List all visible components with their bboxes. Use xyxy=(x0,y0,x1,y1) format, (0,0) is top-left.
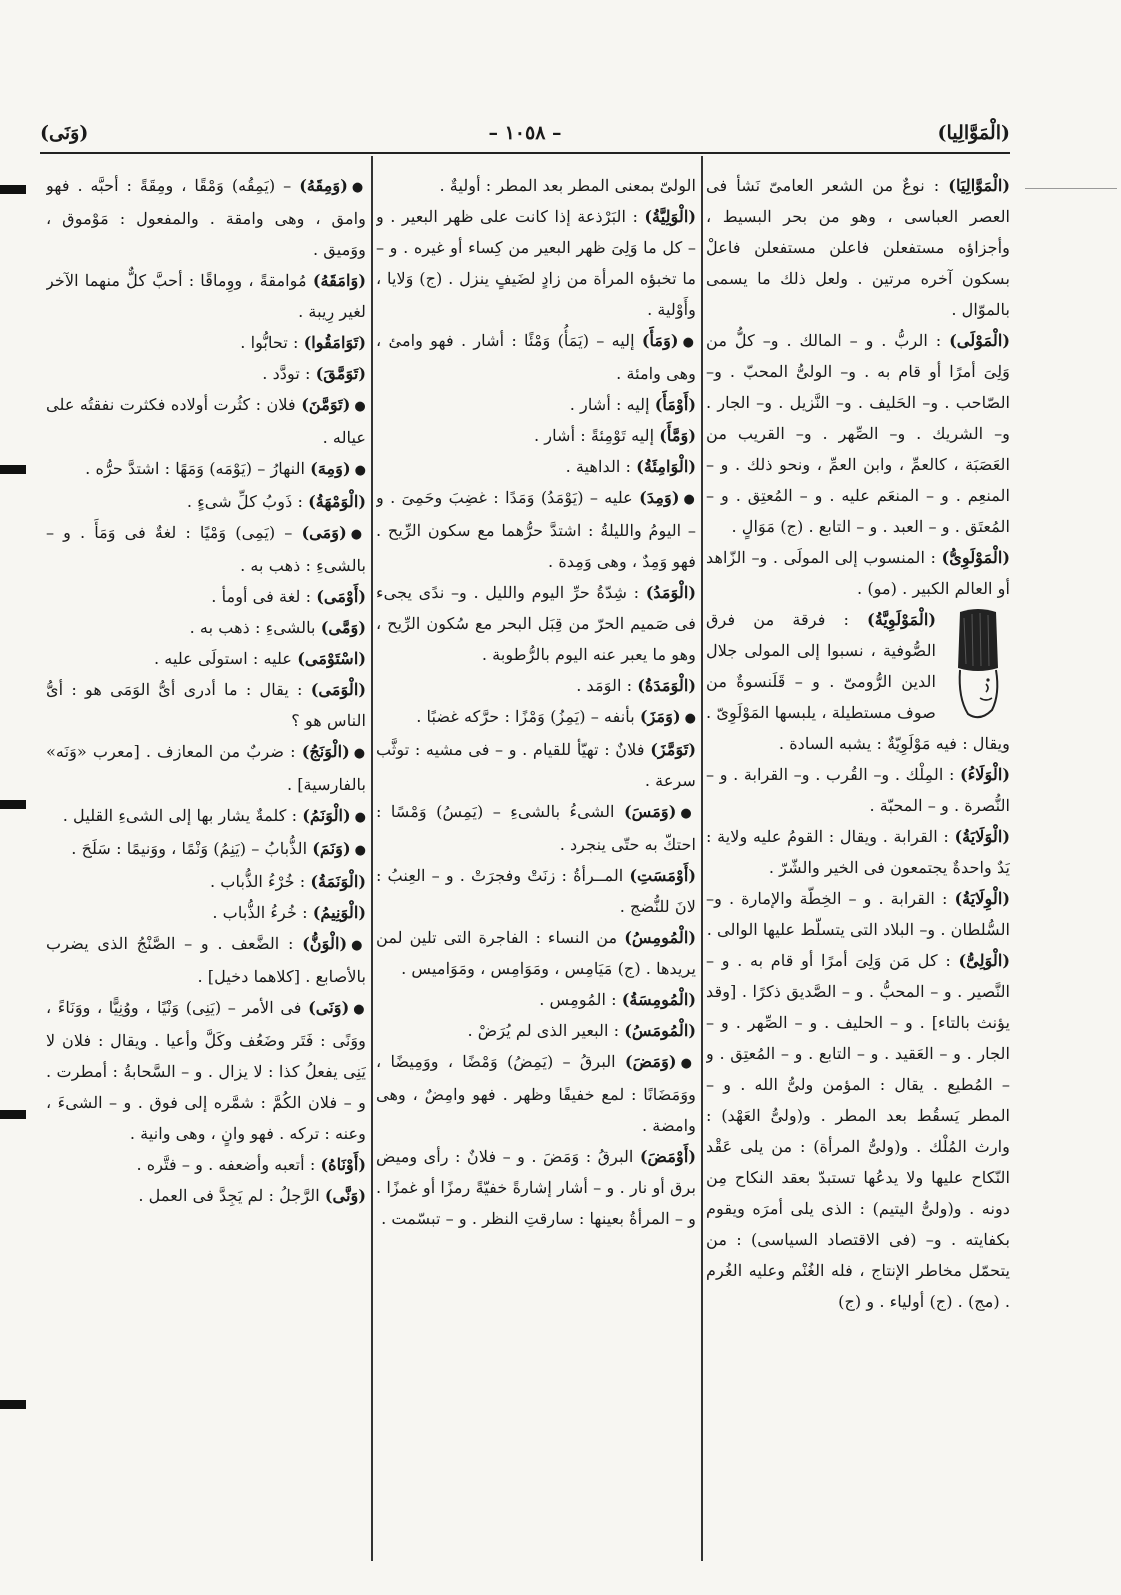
dictionary-entry xyxy=(706,883,1010,945)
entry-definition: : القرابة . ويقال : القومُ عليه ولاية : يَدٌ واحدةٌ يجتمعون فى الخير والشّرّ . xyxy=(706,827,1010,877)
entry-headword: (الْوَلِيَّةُ) xyxy=(644,207,696,226)
entry-bullet: ● xyxy=(351,180,366,195)
entry-bullet: ● xyxy=(684,711,696,726)
entry-definition: من النساء : الفاجرة التى تلين لمن يريدها . (ج) مَيَامِس ، ومَوَامِس ، ومَوَاميس . xyxy=(376,928,696,978)
dictionary-entry xyxy=(376,670,696,701)
dictionary-entry xyxy=(46,358,366,389)
dictionary-entry xyxy=(46,897,366,928)
entry-headword: (الْوَمَدَةُ) xyxy=(637,676,696,695)
entry-definition: : ذَوبُ كلِّ شىءٍ . xyxy=(186,492,303,511)
entry-definition: – (يَمِى) وَمْيًا : لغةٌ فى وَمَأَ . و – بالشىءِ : ذهب به . xyxy=(46,523,366,575)
dictionary-entry xyxy=(46,265,366,327)
entry-headword: (الْوَلَاءُ) xyxy=(960,765,1010,784)
margin-mark xyxy=(0,185,26,194)
entry-bullet: ● xyxy=(683,492,696,507)
dictionary-entry xyxy=(376,984,696,1015)
entry-headword: (أَوْمَى) xyxy=(316,587,366,606)
entry-bullet: ● xyxy=(353,1002,366,1017)
entry-headword: (وَنَّى) xyxy=(324,1186,366,1205)
dictionary-entry xyxy=(46,327,366,358)
dictionary-entry xyxy=(706,542,1010,604)
entry-definition: الولىّ بمعنى المطر بعد المطر : أوليةٌ . xyxy=(439,176,696,195)
header-rule xyxy=(40,152,1010,154)
dictionary-entry xyxy=(46,389,366,453)
dictionary-entry xyxy=(706,325,1010,542)
entry-definition: : المِلْك . و– القُرب . و– القرابة . و – النُّصرة . و – المحبّة . xyxy=(706,765,1010,815)
entry-headword: (الْوَنِيمُ) xyxy=(312,903,366,922)
dictionary-entry xyxy=(376,482,696,577)
dictionary-entry xyxy=(376,170,696,201)
entry-headword: (الْوَلَايَةُ) xyxy=(954,827,1010,846)
entry-bullet: ● xyxy=(353,746,366,761)
dictionary-entry xyxy=(376,860,696,922)
entry-definition: : القرابة . و – الخِطّة والإمارة . و– السُّلطان . و– البلاد التى يتسلّط عليها الوالى . xyxy=(706,889,1010,939)
entry-definition: الرَّجلُ : لم يَجِدَّ فى العمل . xyxy=(138,1186,320,1205)
column-middle xyxy=(376,170,696,1565)
mevlevi-hat-illustration xyxy=(946,606,1010,724)
entry-headword: (الْوَنُّ) xyxy=(302,934,348,953)
entry-headword: (تَوَمَّنَ) xyxy=(301,395,351,414)
dictionary-entry xyxy=(376,922,696,984)
entry-headword: (الْوَمْهَةُ) xyxy=(308,492,366,511)
dictionary-entry xyxy=(376,701,696,734)
entry-headword: (الْوَمَدُ) xyxy=(645,583,696,602)
entry-headword: (الْوَنَجُ) xyxy=(301,742,350,761)
header-right-keyword: (الْمَوَّالِيا) xyxy=(937,122,1010,144)
entry-headword: (وَمَضَ) xyxy=(624,1052,677,1071)
entry-definition: : فرقة من فرق الصُّوفية ، نسبوا إلى المولى جلال الدين الرُّومىّ . و – قَلَنسوةٌ من صوف مستطيلة ، يلبسها المَوْلَوِىّ . ويقال : فيه مَوْلَوِيّةٌ : يشبه السادة . xyxy=(706,610,1010,753)
entry-definition: الذُّبابُ – (يَنِمُ) وَنْمًا ، ووَنيمًا : سَلَحَ . xyxy=(71,839,308,858)
entry-headword: (وَمَّى) xyxy=(320,618,366,637)
entry-definition: : خُرءُ الذُّباب . xyxy=(212,903,308,922)
entry-headword: (الْمُومِسُ) xyxy=(624,928,696,947)
entry-bullet: ● xyxy=(351,938,366,953)
margin-mark xyxy=(0,465,26,474)
dictionary-entry xyxy=(706,945,1010,1317)
entry-definition: : الضَّعف . و – الصَّنْجُ الذى يضرب بالأصابع . [كلاهما دخيل] . xyxy=(46,934,366,986)
entry-bullet: ● xyxy=(682,335,696,350)
entry-headword: (الْوَامِئَةُ) xyxy=(636,457,696,476)
entry-bullet: ● xyxy=(354,399,366,414)
entry-headword: (الْمَوْلَوِيَّةُ) xyxy=(867,610,936,629)
dictionary-entry xyxy=(376,451,696,482)
page-header xyxy=(40,112,1010,152)
entry-definition: : خُرْءُ الذُّباب . xyxy=(209,872,306,891)
dictionary-entry xyxy=(46,736,366,800)
entry-headword: (الْوَلِىُّ) xyxy=(958,951,1010,970)
entry-headword: (وَمِهَ) xyxy=(310,459,351,478)
entry-definition: الشىءُ بالشىءِ – (يَمِسُ) وَمْسًا : احتكّ به حتّى ينجرد . xyxy=(376,802,696,854)
dictionary-entry xyxy=(46,643,366,674)
entry-headword: (الْمَوْلَوِىُّ) xyxy=(941,548,1010,567)
entry-definition: النهارُ – (يَوْمَه) وَمَهًا : اشتدَّ حرُّه . xyxy=(85,459,305,478)
entry-bullet: ● xyxy=(354,843,366,858)
entry-headword: (الْمَوَّالِيَا) xyxy=(948,176,1010,195)
entry-headword: (وَمَزَ) xyxy=(639,707,681,726)
dictionary-entry xyxy=(46,1180,366,1211)
entry-definition: : ضربٌ من المعازف . [معرب «وَنَه» بالفارسية] . xyxy=(46,742,366,794)
dictionary-entry xyxy=(376,796,696,860)
entry-definition: إليه – (يَمَأُ) وَمْئًا : أشار . فهو وامئ ، وهى وامئة . xyxy=(376,331,696,383)
entry-headword: (الْوَنَمَةُ) xyxy=(310,872,366,891)
entry-headword: (تَوَمَّقَ) xyxy=(315,364,366,383)
entry-headword: (وَمَأَ) xyxy=(641,331,679,350)
column-right xyxy=(706,170,1010,1565)
column-divider-left xyxy=(371,156,373,1561)
entry-headword: (أَوْنَاهُ) xyxy=(320,1155,366,1174)
entry-headword: (وَمِدَ) xyxy=(639,488,680,507)
entry-headword: (وَمَّأَ) xyxy=(659,426,696,445)
entry-definition: : لغة فى أومأ . xyxy=(211,587,312,606)
entry-headword: (اسْتَوْمَى) xyxy=(297,649,366,668)
entry-headword: (تَوَمَّزَ) xyxy=(650,740,696,759)
dictionary-entry xyxy=(46,170,366,265)
header-left-keyword: (وَنَى) xyxy=(40,122,89,144)
dictionary-entry xyxy=(46,866,366,897)
entry-definition: : البعير الذى لم يُرَضْ . xyxy=(467,1021,620,1040)
entry-definition: : المنسوب إلى المولَى . و– الزّاهد أو العالم الكبير . (مو) . xyxy=(706,548,1010,598)
dictionary-entry xyxy=(46,800,366,833)
dictionary-entry xyxy=(706,604,1010,759)
entry-definition: مُوامقةً ، ووِماقًا : أحبَّ كلٌّ منهما الآخر لغير رِيبة . xyxy=(46,271,366,321)
entry-headword: (الْمَوْلَى) xyxy=(949,331,1010,350)
entry-definition: : الربُّ . و – المالك . و– كلُّ من وَلِىَ أمرًا أو قام به . و– الولىُّ المحبّ . و– الصّاحب . و– الحَليف . و– النَّزيل . و– الجار . و– الشريك . و– الصِّهر . و– القريب من العَصَبَة ، كالعمِّ ، وابن العمِّ ، ونحو ذلك . و – المنعِم . و – المنعَم عليه . و – المُعتِق . و – المُعتَق . و – العبد . و – التابع . (ج) مَوَالٍ . xyxy=(706,331,1010,536)
dictionary-entry xyxy=(706,170,1010,325)
entry-bullet: ● xyxy=(354,810,366,825)
entry-headword: (وَنَمَ) xyxy=(312,839,351,858)
entry-definition: إليه : أشار . xyxy=(569,395,650,414)
column-divider-right xyxy=(701,156,703,1561)
entry-definition: : نوعٌ من الشعر العامىّ نَشأ فى العصر العباسى ، وهو من بحر البسيط ، وأجزاؤه مستفعلن فاعلن مستفعلن فاعلْ بسكون آخره مرتين . ولعل ذلك ما يسمى بالموّال . xyxy=(706,176,1010,319)
margin-mark xyxy=(0,1110,26,1119)
margin-mark xyxy=(0,1400,26,1409)
entry-definition: : المُومِس . xyxy=(539,990,617,1009)
entry-headword: (الْوَنَمُ) xyxy=(302,806,351,825)
entry-bullet: ● xyxy=(354,463,366,478)
entry-bullet: ● xyxy=(680,1056,696,1071)
entry-headword: (وَامَقَهُ) xyxy=(312,271,366,290)
dictionary-entry xyxy=(46,928,366,992)
entry-headword: (وَمِقَهُ) xyxy=(299,176,348,195)
entry-definition: المــرأةُ : زنَتْ وفجرَتْ . و – العِنبُ : لانَ للنُّضج . xyxy=(376,866,696,916)
entry-bullet: ● xyxy=(350,527,366,542)
entry-definition: فلان : كثُرت أولاده فكثرت نفقتُه على عياله . xyxy=(46,395,366,447)
dictionary-entry xyxy=(376,734,696,796)
dictionary-entry xyxy=(46,486,366,517)
dictionary-entry xyxy=(376,325,696,389)
entry-definition: عليه – (يَوْمَدُ) وَمَدًا : غضِبَ وحَمِىَ . و – اليومُ والليلةُ : اشتدَّ حرُّهما مع سكون الرِّيح . فهو وَمِدٌ ، وهى وَمِدة . xyxy=(376,488,696,571)
page-number: – ١٠٥٨ – xyxy=(488,122,562,144)
dictionary-entry xyxy=(376,577,696,670)
entry-definition: بالشىءِ : ذهب به . xyxy=(189,618,316,637)
column-left xyxy=(46,170,366,1565)
entry-definition: إليه تَوْمِئةً : أشار . xyxy=(534,426,655,445)
entry-definition: بأنفه – (يَمِزُ) وَمْزًا : حرَّكه غضبًا . xyxy=(416,707,635,726)
dictionary-entry xyxy=(376,1046,696,1141)
entry-definition: عليه : استولَى عليه . xyxy=(153,649,293,668)
dictionary-entry xyxy=(46,992,366,1149)
dictionary-entry xyxy=(46,581,366,612)
dictionary-entry xyxy=(46,674,366,736)
entry-definition: : أتعبه وأضعفه . و – فتَّره . xyxy=(136,1155,316,1174)
entry-definition: البرقُ : وَمَضَ . و – فلانٌ : رأى وميض برق أو نار . و – أشار إشارةً خفيّةً رمزًا أو غمزًا . و – المرأةُ بعينها : سارقتِ النظر . و – تبسّمت . xyxy=(376,1147,696,1228)
entry-definition: : تودَّد . xyxy=(262,364,311,383)
entry-headword: (أَوْمَسَتِ) xyxy=(629,866,696,885)
dictionary-entry xyxy=(376,420,696,451)
entry-definition: – (يَمِقُه) وَمْقًا ، ومِقَةً : أحبَّه . فهو وامق ، وهى وامقة . والمفعول : مَوْموق ، ووَميق . xyxy=(46,176,366,259)
entry-definition: : الوَمَد . xyxy=(576,676,633,695)
dictionary-entry xyxy=(376,201,696,325)
dictionary-entry xyxy=(46,453,366,486)
dictionary-entry xyxy=(706,821,1010,883)
entry-definition: فى الأمر – (يَنِى) وَنْيًا ، ووُنِيًّا ، ووَنَاءً ، ووَنًى : فَتَر وضَعُف وكَلَّ وأعيا . ويقال : فلان لا يَنِى يفعلُ كذا : لا يزال . و – السَّحابةُ : أمطرت . و – فلان الكُمَّ : شمَّره إلى فوق . و – الشىءَ ، وعنه : تركه . فهو وانٍ ، وهى وانية . xyxy=(46,998,366,1143)
entry-headword: (أَوْمَضَ) xyxy=(639,1147,696,1166)
dictionary-entry xyxy=(46,833,366,866)
entry-headword: (الْوَمَى) xyxy=(310,680,366,699)
entry-headword: (الْمُومِسَةُ) xyxy=(621,990,696,1009)
margin-mark xyxy=(0,800,26,809)
dictionary-entry xyxy=(376,1141,696,1234)
entry-definition: : شِدّةُ حرِّ اليوم والليل . و– ندًى يجىء فى صَميم الحرّ من قِبَل البحر مع سُكون الرِّيح ، وهو ما يعبر عنه اليوم بالرُّطوبة . xyxy=(376,583,696,664)
entry-definition: : يقال : ما أدرى أىُّ الوَمَى هو : أىُّ الناس هو ؟ xyxy=(46,680,366,730)
entry-headword: (وَنَى) xyxy=(308,998,350,1017)
dictionary-entry xyxy=(376,389,696,420)
entry-definition: : تحابُّوا . xyxy=(240,333,299,352)
entry-definition: : الداهية . xyxy=(565,457,631,476)
entry-headword: (الْمُومَسُ) xyxy=(624,1021,696,1040)
dictionary-entry xyxy=(46,1149,366,1180)
entry-definition: فلانٌ : تهيّأ للقيام . و – فى مشيه : توثَّب سرعة . xyxy=(376,740,696,790)
entry-headword: (وَمَى) xyxy=(301,523,347,542)
entry-headword: (أَوْمَأَ) xyxy=(654,395,696,414)
dictionary-entry xyxy=(46,517,366,581)
entry-headword: (الْوِلَايَةُ) xyxy=(954,889,1010,908)
entry-definition: البرقُ – (يَمِضُ) وَمْضًا ، ووَمِيضًا ، ووَمَضَانًا : لمع خفيفًا وظهر . فهو وامِضٌ ، وهى وامضة . xyxy=(376,1052,696,1135)
dictionary-entry xyxy=(46,612,366,643)
entry-definition: : كلمةٌ يشار بها إلى الشىءِ القليل . xyxy=(62,806,298,825)
entry-bullet: ● xyxy=(680,806,696,821)
crop-mark xyxy=(1025,188,1117,189)
entry-headword: (وَمَسَ) xyxy=(623,802,677,821)
entry-definition: : البَرْذعة إذا كانت على ظهر البعير . و – كل ما وَلِىَ ظهر البعير من كِساء أو غيره . و – ما تخبؤه المرأة من زادٍ لضَيفٍ ينزل . (ج) وَلايا ، وأَوْلية . xyxy=(376,207,696,319)
entry-headword: (تَوَامَقُوا) xyxy=(303,333,366,352)
entry-definition: : كل مَن وَلِىَ أمرًا أو قام به . و – النَّصير . و – المحبُّ . و – الصَّديق ذكرًا . [وقد يؤنث بالتاء] . و – الحليف . و – الصِّهر . و – الجار . و – العَقيد . و – التابع . و – المُعتِق . و – المُطيع . يقال : المؤمن ولىُّ الله . و – المطر يَسقُط بعد المطر . و(ولىُّ العَهْد) : وارث المُلْك . و(ولىُّ المرأة) : من يلى عَقْد النّكاح عليها ولا يدعُها تستبدّ بعقد النكاح مِن دونه . و(ولىُّ اليتيم) : الذى يلى أمرَه ويقوم بكفايته . و– (فى الاقتصاد السياسى) : من يتحمّل مخاطر الإنتاج ، فله الغُنْم وعليه الغُرم . (مج) . (ج) أولياء . و (ج) xyxy=(706,951,1010,1311)
dictionary-entry xyxy=(706,759,1010,821)
dictionary-entry xyxy=(376,1015,696,1046)
